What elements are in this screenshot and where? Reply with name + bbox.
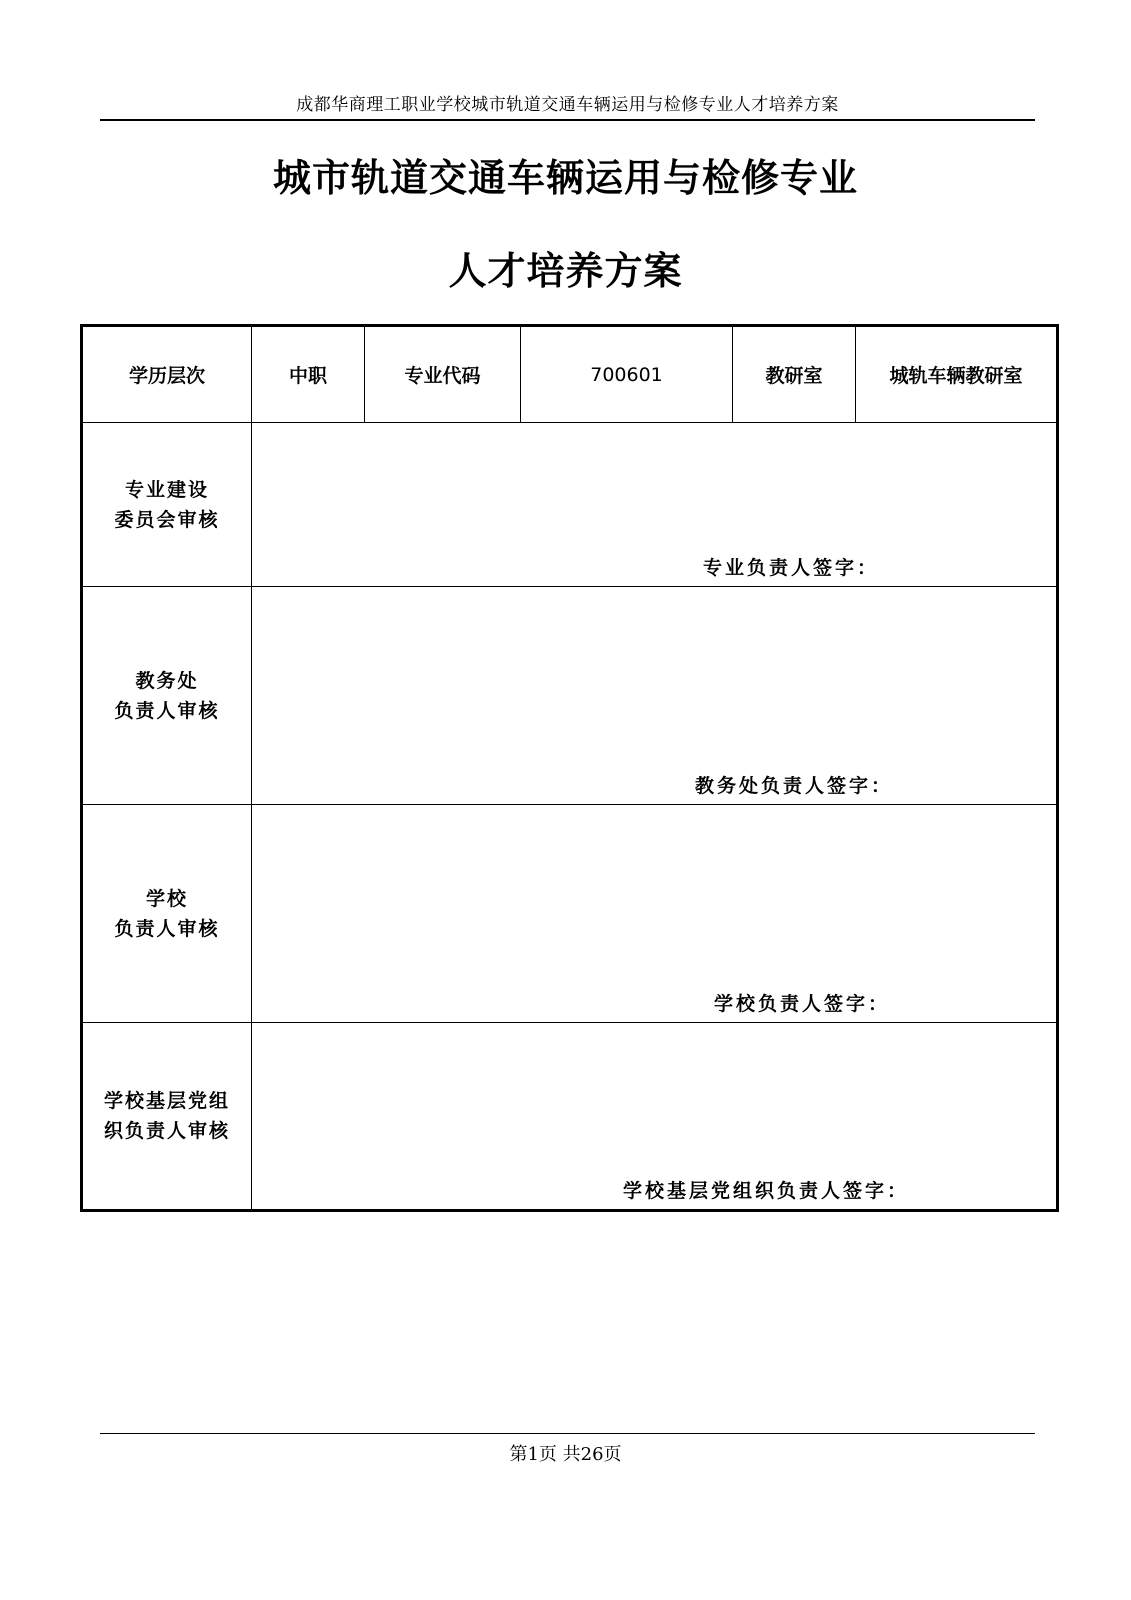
review-label-line2: 负责人审核 (114, 699, 220, 722)
review-label-line2: 织负责人审核 (103, 1120, 230, 1142)
info-row (82, 326, 1058, 423)
approval-form-table (80, 324, 1059, 1212)
office-value: 城轨车辆教研室 (856, 326, 1058, 423)
review-row (82, 805, 1058, 1023)
review-signature-area[interactable] (252, 1023, 1058, 1211)
review-label-line1: 专业建设 (124, 478, 209, 501)
review-label-line1: 学校 (145, 887, 188, 910)
review-label (82, 587, 252, 805)
code-label: 专业代码 (365, 326, 521, 423)
review-signature-area[interactable] (252, 423, 1058, 587)
review-row (82, 423, 1058, 587)
signature-label: 教务处负责人签字： (695, 775, 894, 797)
page-number: 第1页 共26页 (509, 1444, 622, 1465)
review-label-line2: 委员会审核 (114, 508, 220, 531)
review-label (82, 1023, 252, 1211)
review-label-line1: 学校基层党组 (103, 1090, 230, 1112)
signature-label: 学校基层党组织负责人签字： (623, 1180, 910, 1202)
running-header: 成都华商理工职业学校城市轨道交通车辆运用与检修专业人才培养方案 (296, 95, 839, 115)
review-signature-area[interactable] (252, 587, 1058, 805)
review-label (82, 423, 252, 587)
office-label: 教研室 (733, 326, 856, 423)
review-row (82, 587, 1058, 805)
review-label-line1: 教务处 (135, 669, 199, 692)
header-divider (100, 119, 1035, 121)
signature-label: 专业负责人签字： (703, 557, 880, 579)
footer-divider (100, 1433, 1035, 1434)
review-signature-area[interactable] (252, 805, 1058, 1023)
document-title-line2: 人才培养方案 (448, 249, 683, 293)
signature-label: 学校负责人签字： (714, 993, 891, 1015)
review-row (82, 1023, 1058, 1211)
level-value: 中职 (252, 326, 365, 423)
review-label-line2: 负责人审核 (114, 917, 220, 940)
document-title-line1: 城市轨道交通车辆运用与检修专业 (272, 156, 858, 200)
level-label: 学历层次 (82, 326, 252, 423)
review-label (82, 805, 252, 1023)
code-value: 700601 (521, 326, 733, 423)
